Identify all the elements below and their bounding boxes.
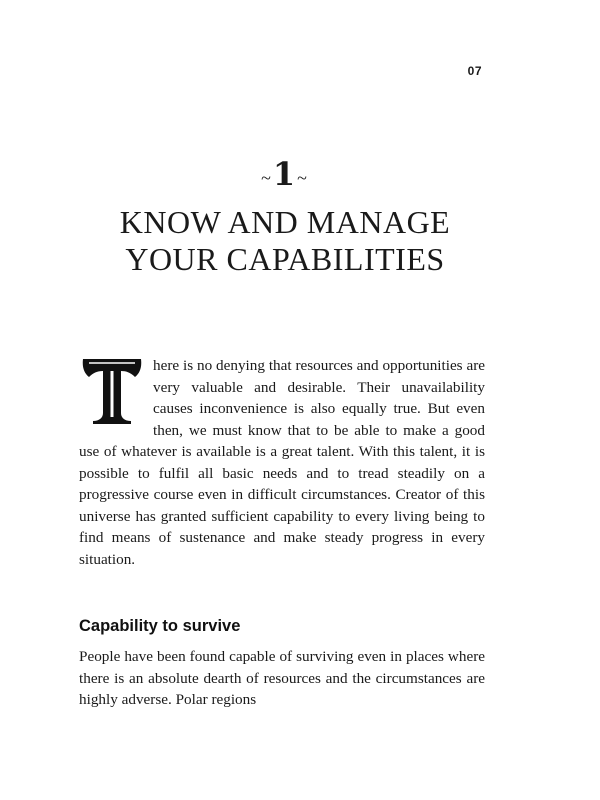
intro-paragraph: here is no denying that resources and opportunities are very valuable and desirable. Their unavailability causes inconvenience is also equally true. But even then, we must know that to be able to make a good use of whatever is available is a great talent. With this talent, it is possible to fulfil all basic needs and to tread steadily on a progressive course even in difficult circumstances. Creator of this universe has granted sufficient capability to every living being to find means of sustenance and make steady progress in every situation. bbox=[79, 357, 485, 568]
section-block bbox=[79, 646, 485, 711]
section-heading: Capability to survive bbox=[79, 617, 241, 635]
chapter-number: 1 bbox=[272, 155, 298, 193]
chapter-marker-left: ~ bbox=[261, 168, 273, 189]
intro-block bbox=[79, 355, 485, 570]
drop-cap-glyph bbox=[79, 357, 145, 425]
chapter-title-line2: YOUR CAPABILITIES bbox=[125, 241, 445, 277]
chapter-title bbox=[0, 204, 570, 278]
chapter-marker bbox=[0, 155, 570, 193]
chapter-title-line1: KNOW AND MANAGE bbox=[119, 204, 451, 240]
drop-cap bbox=[79, 357, 145, 425]
page-number: 07 bbox=[467, 64, 482, 78]
chapter-marker-right: ~ bbox=[297, 168, 309, 189]
section-paragraph: People have been found capable of surviving even in places where there is an absolute dearth of resources and the circumstances are highly adverse. Polar regions bbox=[79, 648, 485, 708]
